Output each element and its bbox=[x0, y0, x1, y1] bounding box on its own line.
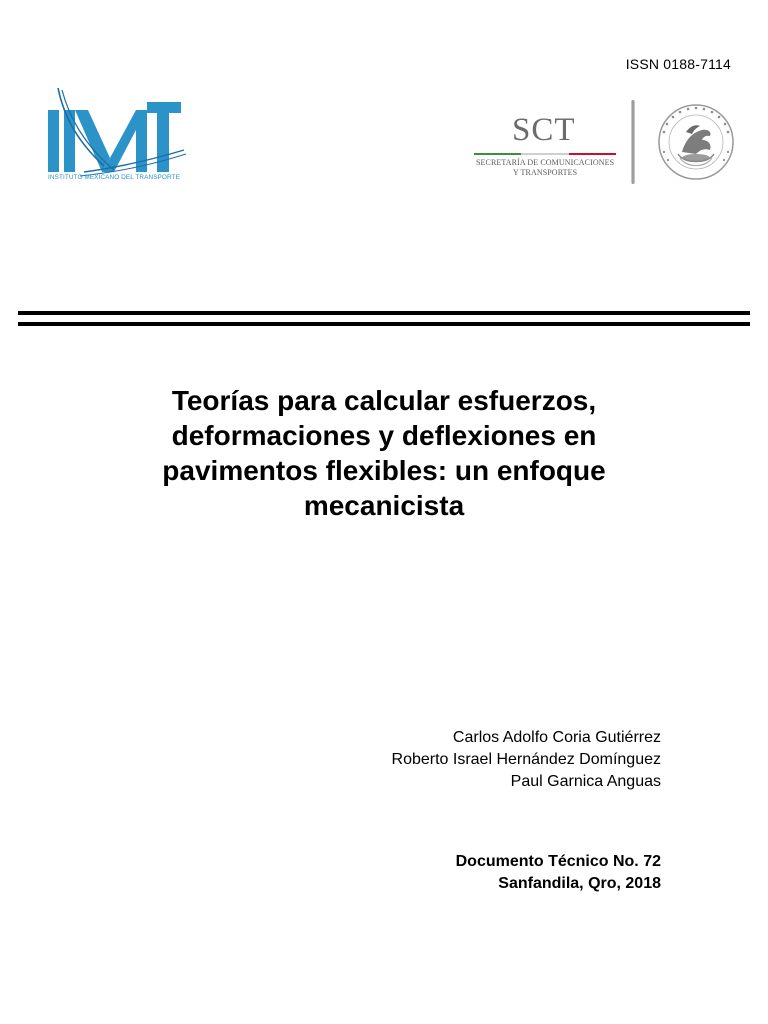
title-line: Teorías para calcular esfuerzos, bbox=[171, 385, 597, 416]
document-number: Documento Técnico No. 72 bbox=[455, 853, 661, 870]
sct-subtitle-line1: SECRETARÍA DE COMUNICACIONES bbox=[476, 158, 615, 167]
mexico-coat-of-arms-seal-icon bbox=[656, 102, 736, 182]
header-rule-bottom bbox=[18, 322, 750, 326]
issn-label: ISSN 0188-7114 bbox=[625, 56, 731, 72]
imt-logo-caption: INSTITUTO MEXICANO DEL TRANSPORTE bbox=[48, 174, 180, 181]
sct-logo bbox=[470, 112, 620, 182]
author-name: Paul Garnica Anguas bbox=[510, 773, 661, 790]
imt-logo-icon bbox=[44, 88, 190, 188]
sct-tricolor-rule-icon bbox=[474, 153, 616, 155]
document-info bbox=[456, 851, 661, 895]
logo-divider bbox=[631, 100, 635, 184]
author-list bbox=[392, 727, 661, 793]
author-name: Carlos Adolfo Coria Gutiérrez bbox=[452, 729, 661, 746]
sct-subtitle-line2: Y TRANSPORTES bbox=[513, 168, 578, 177]
title-line: mecanicista bbox=[303, 490, 465, 521]
title-line: deformaciones y deflexiones en bbox=[171, 420, 597, 451]
document-place-date: Sanfandila, Qro, 2018 bbox=[498, 875, 661, 892]
title-line: pavimentos flexibles: un enfoque bbox=[162, 455, 606, 486]
document-title bbox=[120, 383, 648, 523]
sct-acronym: SCT bbox=[512, 112, 576, 148]
author-name: Roberto Israel Hernández Domínguez bbox=[391, 751, 661, 768]
header-rule-top bbox=[18, 311, 750, 315]
